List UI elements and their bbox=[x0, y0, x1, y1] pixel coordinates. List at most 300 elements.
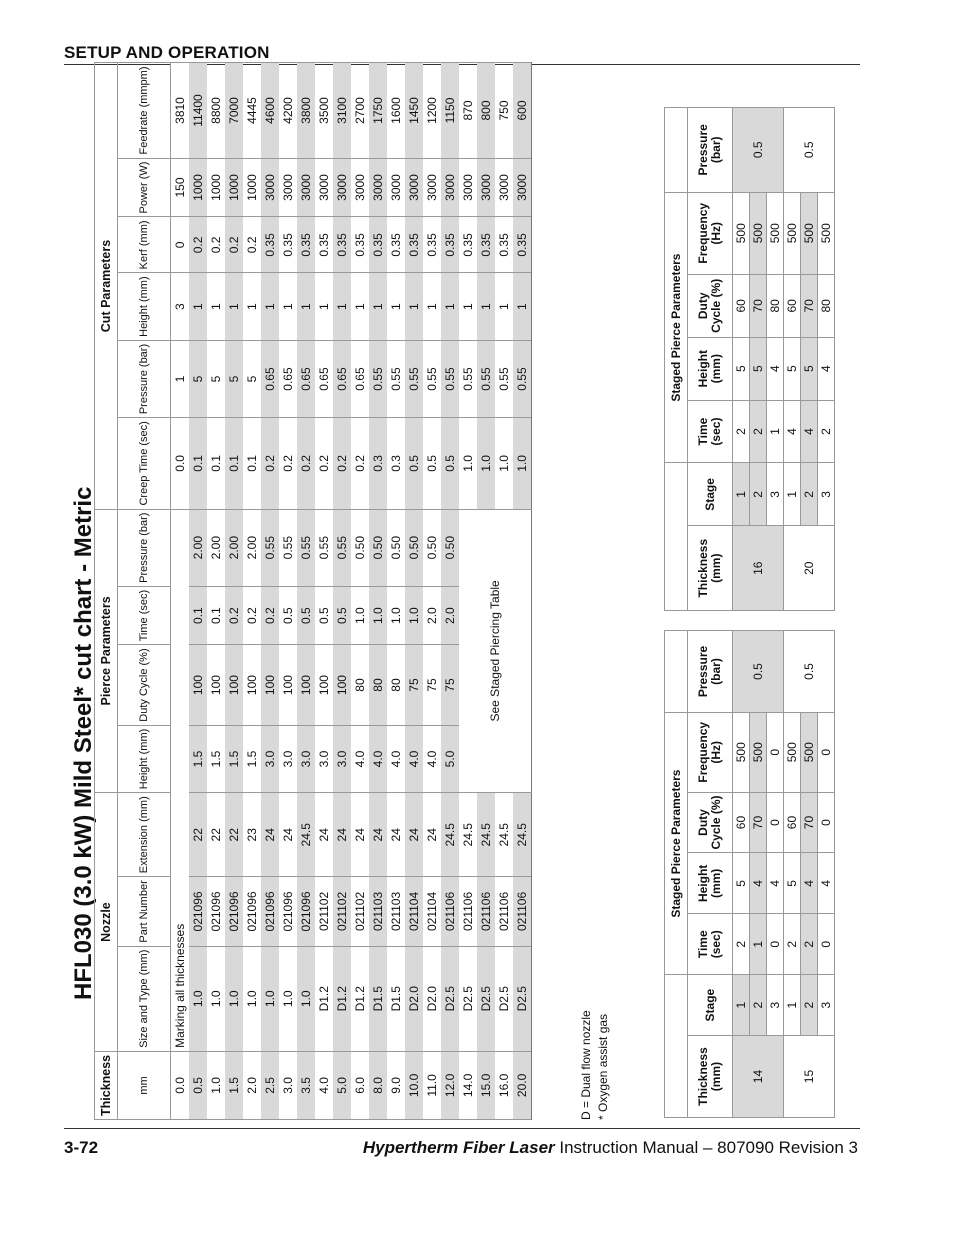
table-cell: 1.0 bbox=[243, 946, 261, 1051]
table-cell: 1 bbox=[784, 975, 801, 1036]
table-cell: 3 bbox=[818, 975, 835, 1036]
table-cell: 1 bbox=[207, 273, 225, 341]
table-row bbox=[189, 63, 207, 1120]
table-cell: 0.55 bbox=[315, 509, 333, 586]
table-row bbox=[225, 63, 243, 1120]
table-cell: 3000 bbox=[315, 158, 333, 217]
table-cell: 1 bbox=[733, 463, 750, 526]
table-cell: 0.55 bbox=[495, 340, 513, 417]
table-cell: 150 bbox=[171, 158, 190, 217]
table-cell: 60 bbox=[733, 274, 750, 337]
footer-manual: Instruction Manual – 807090 Revision 3 bbox=[554, 1138, 858, 1157]
table-cell: 2.00 bbox=[207, 509, 225, 586]
table-cell: 1 bbox=[333, 273, 351, 341]
footer-text bbox=[363, 1138, 858, 1158]
table-cell: 4 bbox=[750, 853, 767, 914]
table-cell: 021106 bbox=[477, 877, 495, 946]
table-cell: 0 bbox=[767, 914, 784, 975]
group-header: Thickness bbox=[95, 1051, 118, 1119]
table-cell: 1600 bbox=[387, 63, 405, 158]
table-cell: 1.5 bbox=[225, 1051, 243, 1119]
table-cell: 3.5 bbox=[297, 1051, 315, 1119]
table-cell: 24 bbox=[405, 793, 423, 877]
table-row bbox=[784, 631, 801, 1118]
page-number: 3-72 bbox=[64, 1138, 99, 1157]
table-cell: 500 bbox=[801, 712, 818, 792]
table-cell: 0.55 bbox=[513, 340, 532, 417]
table-cell: 2 bbox=[801, 914, 818, 975]
column-header: Duty Cycle (%) bbox=[118, 645, 171, 725]
column-header-row bbox=[118, 63, 171, 1120]
table-cell: 0.0 bbox=[171, 418, 190, 509]
table-cell: 6.0 bbox=[351, 1051, 369, 1119]
table-cell: 4.0 bbox=[387, 725, 405, 793]
table-cell: 3500 bbox=[315, 63, 333, 158]
header-spacer bbox=[665, 108, 688, 193]
table-cell: 0.50 bbox=[351, 509, 369, 586]
table-cell: 0.55 bbox=[279, 509, 297, 586]
table-cell: D1.5 bbox=[387, 946, 405, 1051]
table-cell: 100 bbox=[333, 645, 351, 725]
group-header: Pierce Parameters bbox=[95, 509, 118, 793]
table-cell: 870 bbox=[459, 63, 477, 158]
table-cell: 24 bbox=[333, 793, 351, 877]
column-header: Pressure (bar) bbox=[688, 631, 733, 713]
table-cell: 100 bbox=[261, 645, 279, 725]
table-cell: 0.2 bbox=[225, 217, 243, 273]
table-cell: 0.65 bbox=[261, 340, 279, 417]
group-header: Cut Parameters bbox=[95, 63, 118, 509]
table-cell: 1000 bbox=[225, 158, 243, 217]
table-row bbox=[207, 63, 225, 1120]
table-row bbox=[423, 63, 441, 1120]
table-cell: 2 bbox=[733, 914, 750, 975]
table-cell: 500 bbox=[801, 192, 818, 274]
table-cell: 0.50 bbox=[423, 509, 441, 586]
table-cell: 3 bbox=[171, 273, 190, 341]
group-header: Staged Pierce Parameters bbox=[665, 192, 688, 463]
table-cell: 750 bbox=[495, 63, 513, 158]
table-cell: 500 bbox=[818, 192, 835, 274]
table-cell: 1 bbox=[405, 273, 423, 341]
table-cell: 80 bbox=[387, 645, 405, 725]
column-header: Part Number bbox=[118, 877, 171, 946]
table-row bbox=[333, 63, 351, 1120]
table-cell: 1.0 bbox=[369, 586, 387, 645]
table-cell: 0.65 bbox=[351, 340, 369, 417]
footer-brand: Hypertherm Fiber Laser bbox=[362, 1138, 555, 1157]
table-cell: 11400 bbox=[189, 63, 207, 158]
pressure-cell: 0.5 bbox=[733, 108, 784, 193]
column-header: Height (mm) bbox=[118, 273, 171, 341]
table-cell: 8800 bbox=[207, 63, 225, 158]
cut-chart-table-wrap bbox=[94, 62, 532, 1120]
table-cell: 0.1 bbox=[207, 586, 225, 645]
column-header: Time (sec) bbox=[688, 400, 733, 463]
table-cell: 3100 bbox=[333, 63, 351, 158]
table-cell: 5 bbox=[189, 340, 207, 417]
group-header-row bbox=[95, 63, 118, 1120]
table-cell: 3.0 bbox=[279, 1051, 297, 1119]
thickness-cell: 20 bbox=[784, 526, 835, 611]
table-cell: 1 bbox=[750, 914, 767, 975]
table-cell: 60 bbox=[733, 792, 750, 853]
table-row bbox=[297, 63, 315, 1120]
table-cell: 021102 bbox=[333, 877, 351, 946]
thickness-cell: 15 bbox=[784, 1036, 835, 1118]
table-cell: 100 bbox=[225, 645, 243, 725]
table-cell: D2.5 bbox=[441, 946, 459, 1051]
table-cell: 0.2 bbox=[315, 418, 333, 509]
table-cell: 1000 bbox=[243, 158, 261, 217]
table-cell: 021096 bbox=[189, 877, 207, 946]
footer-rule bbox=[64, 1128, 860, 1129]
table-cell: 0.1 bbox=[207, 418, 225, 509]
table-cell: 1 bbox=[477, 273, 495, 341]
table-cell: 0.35 bbox=[315, 217, 333, 273]
column-header: Power (W) bbox=[118, 158, 171, 217]
table-cell: 1.5 bbox=[225, 725, 243, 793]
table-cell: 1 bbox=[387, 273, 405, 341]
table-cell: D2.0 bbox=[423, 946, 441, 1051]
table-cell: 24 bbox=[315, 793, 333, 877]
table-cell: 8.0 bbox=[369, 1051, 387, 1119]
table-row bbox=[459, 63, 477, 1120]
table-cell: 021096 bbox=[297, 877, 315, 946]
table-cell: 2.00 bbox=[243, 509, 261, 586]
table-cell: 0.55 bbox=[297, 509, 315, 586]
table-cell: 1.0 bbox=[225, 946, 243, 1051]
table-cell: 1 bbox=[459, 273, 477, 341]
table-cell: 0.35 bbox=[279, 217, 297, 273]
table-cell: 4 bbox=[784, 400, 801, 463]
table-cell: 1.0 bbox=[189, 946, 207, 1051]
table-cell: 021102 bbox=[315, 877, 333, 946]
table-cell: 021096 bbox=[261, 877, 279, 946]
table-cell: 3000 bbox=[423, 158, 441, 217]
table-cell: 24.5 bbox=[459, 793, 477, 877]
footnote-dual: D = Dual flow nozzle bbox=[579, 1010, 593, 1120]
table-cell: 4 bbox=[818, 853, 835, 914]
table-cell: 3 bbox=[767, 463, 784, 526]
table-cell: 0.35 bbox=[387, 217, 405, 273]
table-cell: 0.55 bbox=[459, 340, 477, 417]
table-cell: 100 bbox=[207, 645, 225, 725]
staged-piercing-note: See Staged Piercing Table bbox=[459, 509, 532, 793]
table-cell: D1.2 bbox=[351, 946, 369, 1051]
table-cell: 021106 bbox=[459, 877, 477, 946]
table-row bbox=[733, 631, 750, 1118]
table-cell: 0.35 bbox=[513, 217, 532, 273]
table-cell: 1 bbox=[297, 273, 315, 341]
table-cell: 0.35 bbox=[495, 217, 513, 273]
header-spacer bbox=[665, 631, 688, 713]
footnote-oxygen: * Oxygen assist gas bbox=[596, 1013, 610, 1120]
column-header-row bbox=[688, 631, 733, 1118]
table-cell: 23 bbox=[243, 793, 261, 877]
column-header: Height (mm) bbox=[688, 853, 733, 914]
table-cell: 70 bbox=[801, 792, 818, 853]
cut-chart-table bbox=[94, 62, 532, 1120]
table-cell: 24.5 bbox=[441, 793, 459, 877]
table-cell: 500 bbox=[750, 712, 767, 792]
table-cell: 0.65 bbox=[333, 340, 351, 417]
table-cell: 3000 bbox=[333, 158, 351, 217]
column-header: Height (mm) bbox=[118, 725, 171, 793]
table-cell: 021104 bbox=[423, 877, 441, 946]
table-cell: 0.5 bbox=[279, 586, 297, 645]
table-cell: 80 bbox=[767, 274, 784, 337]
table-cell: 4.0 bbox=[315, 1051, 333, 1119]
table-cell: 3000 bbox=[459, 158, 477, 217]
table-cell: 0 bbox=[767, 792, 784, 853]
table-cell: 0.2 bbox=[225, 586, 243, 645]
table-cell: 0.2 bbox=[207, 217, 225, 273]
table-cell: 1 bbox=[441, 273, 459, 341]
table-cell: 1.5 bbox=[189, 725, 207, 793]
table-cell: 1.0 bbox=[207, 946, 225, 1051]
table-cell: 75 bbox=[405, 645, 423, 725]
column-header-row bbox=[688, 108, 733, 611]
table-cell: 4 bbox=[767, 337, 784, 400]
table-cell: 4200 bbox=[279, 63, 297, 158]
table-cell: 0.55 bbox=[477, 340, 495, 417]
table-cell: 0.35 bbox=[423, 217, 441, 273]
table-cell: 0.35 bbox=[297, 217, 315, 273]
table-cell: 14.0 bbox=[459, 1051, 477, 1119]
column-header: Pressure (bar) bbox=[118, 340, 171, 417]
table-cell: 80 bbox=[818, 274, 835, 337]
table-cell: 2.00 bbox=[189, 509, 207, 586]
table-cell: 0.5 bbox=[189, 1051, 207, 1119]
header-spacer bbox=[665, 463, 688, 611]
column-header: Stage bbox=[688, 975, 733, 1036]
table-cell: 5 bbox=[784, 337, 801, 400]
column-header: Pressure (bar) bbox=[118, 509, 171, 586]
table-cell: 0.55 bbox=[369, 340, 387, 417]
table-cell: 0.55 bbox=[261, 509, 279, 586]
table-cell: 24 bbox=[423, 793, 441, 877]
table-cell: 500 bbox=[750, 192, 767, 274]
table-cell: 1.0 bbox=[495, 418, 513, 509]
table-cell: D1.5 bbox=[369, 946, 387, 1051]
column-header: Frequency (Hz) bbox=[688, 192, 733, 274]
table-cell: 3000 bbox=[513, 158, 532, 217]
table-cell: 75 bbox=[441, 645, 459, 725]
table-cell: 24 bbox=[387, 793, 405, 877]
table-cell: 1000 bbox=[189, 158, 207, 217]
table-cell: 100 bbox=[315, 645, 333, 725]
table-row bbox=[279, 63, 297, 1120]
table-cell: 1 bbox=[351, 273, 369, 341]
staged-pierce-table bbox=[664, 107, 835, 611]
table-cell: 600 bbox=[513, 63, 532, 158]
table-cell: 500 bbox=[767, 192, 784, 274]
table-cell: 3000 bbox=[351, 158, 369, 217]
table-cell: 1.0 bbox=[297, 946, 315, 1051]
table-cell: 0.2 bbox=[351, 418, 369, 509]
table-cell: 0.2 bbox=[261, 586, 279, 645]
table-cell: 0.3 bbox=[369, 418, 387, 509]
table-cell: 24 bbox=[369, 793, 387, 877]
table-cell: 0.1 bbox=[243, 418, 261, 509]
table-cell: 5 bbox=[733, 337, 750, 400]
table-cell: 100 bbox=[189, 645, 207, 725]
table-cell: 4.0 bbox=[351, 725, 369, 793]
table-cell: 0.5 bbox=[315, 586, 333, 645]
column-header: Stage bbox=[688, 463, 733, 526]
table-row bbox=[405, 63, 423, 1120]
table-cell: 2 bbox=[818, 400, 835, 463]
table-cell: 0.35 bbox=[369, 217, 387, 273]
table-cell: 021106 bbox=[441, 877, 459, 946]
table-cell: 80 bbox=[351, 645, 369, 725]
table-cell: 0.1 bbox=[225, 418, 243, 509]
table-cell: 24 bbox=[279, 793, 297, 877]
table-cell: 60 bbox=[784, 274, 801, 337]
table-row bbox=[315, 63, 333, 1120]
table-cell: 0 bbox=[818, 712, 835, 792]
table-cell: 0.5 bbox=[423, 418, 441, 509]
table-cell: 1 bbox=[733, 975, 750, 1036]
table-cell: 4 bbox=[801, 853, 818, 914]
table-cell: 1 bbox=[423, 273, 441, 341]
table-cell: 3.0 bbox=[261, 725, 279, 793]
table-row bbox=[351, 63, 369, 1120]
pressure-cell: 0.5 bbox=[784, 631, 835, 713]
table-cell: 2 bbox=[750, 400, 767, 463]
table-cell: 3800 bbox=[297, 63, 315, 158]
table-cell: 0.65 bbox=[315, 340, 333, 417]
table-cell: 1750 bbox=[369, 63, 387, 158]
table-cell: 3.0 bbox=[315, 725, 333, 793]
group-header: Staged Pierce Parameters bbox=[665, 712, 688, 974]
table-cell: 24.5 bbox=[477, 793, 495, 877]
column-header: Height (mm) bbox=[688, 337, 733, 400]
column-header: Frequency (Hz) bbox=[688, 712, 733, 792]
table-cell: 1 bbox=[767, 400, 784, 463]
table-cell: 22 bbox=[207, 793, 225, 877]
table-cell: 2.0 bbox=[243, 1051, 261, 1119]
table-cell: 3810 bbox=[171, 63, 190, 158]
table-cell: 0.2 bbox=[243, 586, 261, 645]
table-cell: 22 bbox=[225, 793, 243, 877]
table-cell: 15.0 bbox=[477, 1051, 495, 1119]
table-cell: 1 bbox=[784, 463, 801, 526]
table-cell: 0.50 bbox=[369, 509, 387, 586]
table-cell: 2 bbox=[750, 975, 767, 1036]
staged-table-b-wrap bbox=[664, 107, 835, 611]
table-cell: 2700 bbox=[351, 63, 369, 158]
group-header: Nozzle bbox=[95, 793, 118, 1052]
table-cell: 0.5 bbox=[405, 418, 423, 509]
table-cell: D1.2 bbox=[315, 946, 333, 1051]
table-cell: 70 bbox=[801, 274, 818, 337]
table-cell: 0.2 bbox=[279, 418, 297, 509]
column-header: Creep Time (sec) bbox=[118, 418, 171, 509]
table-cell: 1 bbox=[243, 273, 261, 341]
table-cell: 5.0 bbox=[441, 725, 459, 793]
table-cell: 1.0 bbox=[459, 418, 477, 509]
table-cell: 2.0 bbox=[441, 586, 459, 645]
table-cell: 500 bbox=[733, 712, 750, 792]
table-cell: 500 bbox=[733, 192, 750, 274]
column-header: Thickness (mm) bbox=[688, 1036, 733, 1118]
table-cell: 2 bbox=[784, 914, 801, 975]
table-cell: 1450 bbox=[405, 63, 423, 158]
column-header: Time (sec) bbox=[688, 914, 733, 975]
section-header: SETUP AND OPERATION bbox=[64, 43, 270, 62]
table-cell: 5 bbox=[733, 853, 750, 914]
table-cell: 4600 bbox=[261, 63, 279, 158]
table-cell: 1.0 bbox=[279, 946, 297, 1051]
pressure-cell: 0.5 bbox=[733, 631, 784, 713]
table-cell: 24.5 bbox=[495, 793, 513, 877]
table-cell: 3000 bbox=[387, 158, 405, 217]
staged-pierce-table bbox=[664, 630, 835, 1118]
column-header: mm bbox=[118, 1051, 171, 1119]
table-cell: 3.0 bbox=[297, 725, 315, 793]
column-header: Extension (mm) bbox=[118, 793, 171, 877]
table-cell: 0.2 bbox=[333, 418, 351, 509]
table-cell: 4.0 bbox=[423, 725, 441, 793]
table-cell: 021106 bbox=[513, 877, 532, 946]
table-row bbox=[369, 63, 387, 1120]
table-cell: 4.0 bbox=[369, 725, 387, 793]
table-cell: 1 bbox=[495, 273, 513, 341]
table-cell: 2 bbox=[801, 463, 818, 526]
group-header-row bbox=[665, 108, 688, 611]
table-cell: 24.5 bbox=[513, 793, 532, 877]
thickness-cell: 14 bbox=[733, 1036, 784, 1118]
table-cell: D1.2 bbox=[333, 946, 351, 1051]
table-cell: 800 bbox=[477, 63, 495, 158]
table-cell: 1 bbox=[225, 273, 243, 341]
table-cell: 0 bbox=[818, 914, 835, 975]
table-row bbox=[733, 108, 750, 611]
table-cell: 1.0 bbox=[261, 946, 279, 1051]
table-cell: 500 bbox=[784, 712, 801, 792]
table-cell: 1.0 bbox=[387, 586, 405, 645]
table-cell: 5 bbox=[801, 337, 818, 400]
table-cell: 3000 bbox=[495, 158, 513, 217]
table-cell: 1 bbox=[171, 340, 190, 417]
table-cell: 4445 bbox=[243, 63, 261, 158]
table-cell: 1.0 bbox=[477, 418, 495, 509]
table-cell: 0.1 bbox=[189, 586, 207, 645]
table-cell: 021096 bbox=[207, 877, 225, 946]
table-cell: 021102 bbox=[351, 877, 369, 946]
table-cell: 2.00 bbox=[225, 509, 243, 586]
table-cell: 4 bbox=[801, 400, 818, 463]
table-cell: 3.0 bbox=[333, 725, 351, 793]
table-cell: 0 bbox=[171, 217, 190, 273]
table-cell: 3000 bbox=[441, 158, 459, 217]
table-cell: 0.65 bbox=[279, 340, 297, 417]
table-row bbox=[387, 63, 405, 1120]
table-cell: 75 bbox=[423, 645, 441, 725]
column-header: Feedrate (mmpm) bbox=[118, 63, 171, 158]
table-cell: 1.0 bbox=[405, 586, 423, 645]
table-cell: 1.0 bbox=[513, 418, 532, 509]
table-cell: D2.0 bbox=[405, 946, 423, 1051]
table-cell: 021104 bbox=[405, 877, 423, 946]
table-cell: 0.35 bbox=[459, 217, 477, 273]
table-cell: 1150 bbox=[441, 63, 459, 158]
table-row bbox=[171, 63, 190, 1120]
table-row bbox=[441, 63, 459, 1120]
table-row bbox=[261, 63, 279, 1120]
